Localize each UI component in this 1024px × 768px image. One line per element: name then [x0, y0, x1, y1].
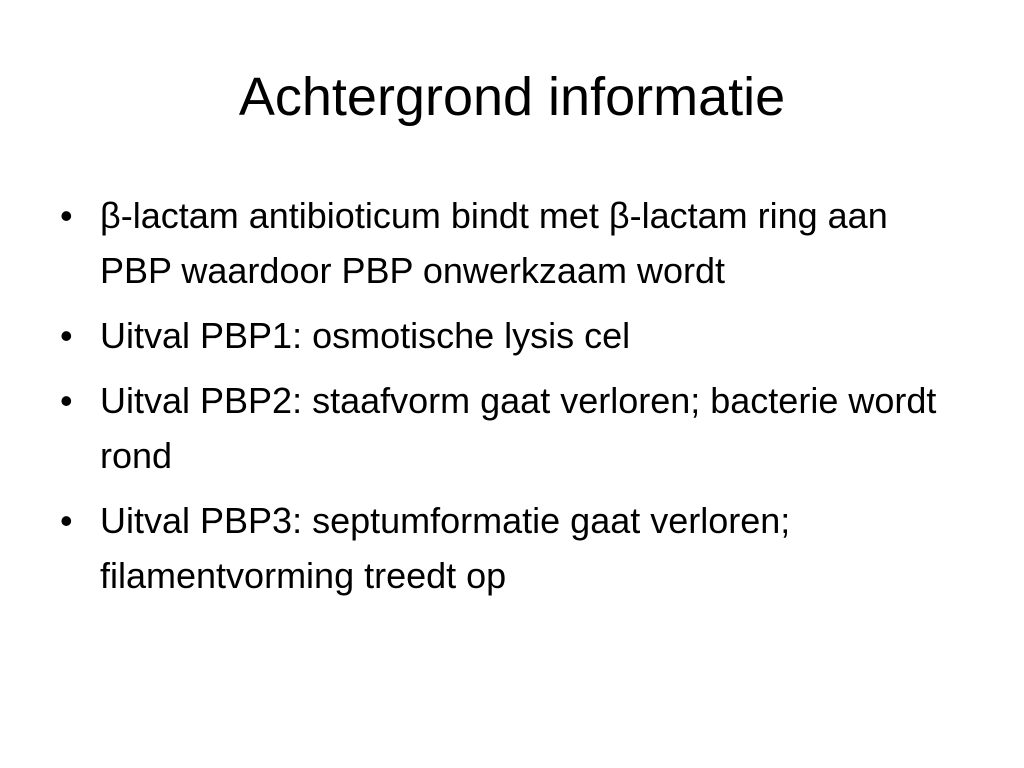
bullet-text: Uitval PBP2: staafvorm gaat verloren; bacterie wordt rond: [100, 380, 937, 476]
bullet-dot-icon: •: [60, 500, 73, 541]
bullet-text: Uitval PBP1: osmotische lysis cel: [100, 315, 631, 356]
bullet-list: [56, 188, 966, 613]
bullet-item-4: [56, 493, 966, 603]
bullet-text: β-lactam antibioticum bindt met β-lactam ring aan PBP waardoor PBP onwerkzaam wordt: [100, 195, 888, 291]
slide-title: Achtergrond informatie: [238, 67, 786, 127]
bullet-item-2: [56, 308, 966, 363]
bullet-dot-icon: •: [60, 315, 73, 356]
bullet-dot-icon: •: [60, 380, 73, 421]
bullet-item-1: [56, 188, 966, 298]
bullet-dot-icon: •: [60, 195, 73, 236]
bullet-item-3: [56, 373, 966, 483]
bullet-text: Uitval PBP3: septumformatie gaat verloren; filamentvorming treedt op: [100, 500, 791, 596]
